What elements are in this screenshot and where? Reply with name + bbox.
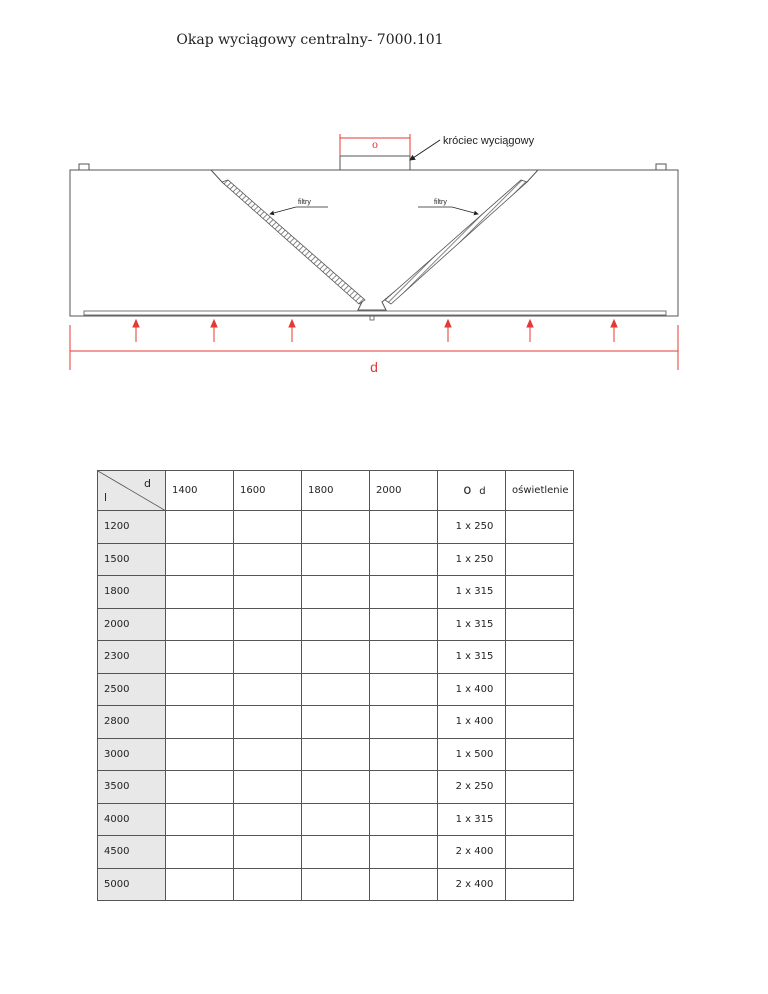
row-empty-cell — [370, 543, 438, 576]
filter-right-leader-diag — [452, 207, 478, 214]
row-empty-cell — [302, 641, 370, 674]
row-lighting-cell — [506, 738, 574, 771]
table-row — [98, 511, 574, 544]
row-lighting-cell — [506, 511, 574, 544]
row-length-cell: 1200 — [98, 511, 166, 544]
hood-tab-right — [656, 164, 666, 170]
row-empty-cell — [370, 738, 438, 771]
row-empty-cell — [302, 803, 370, 836]
row-empty-cell — [234, 836, 302, 869]
row-lighting-cell — [506, 706, 574, 739]
row-empty-cell — [234, 543, 302, 576]
row-length-cell: 5000 — [98, 868, 166, 901]
row-length-cell: 3500 — [98, 771, 166, 804]
row-length-cell: 1500 — [98, 543, 166, 576]
table-row — [98, 608, 574, 641]
row-empty-cell — [234, 738, 302, 771]
filter-chamber-outline — [211, 170, 538, 310]
row-empty-cell — [234, 868, 302, 901]
corner-label-d: d — [144, 477, 151, 490]
row-empty-cell — [166, 641, 234, 674]
row-outlet-cell: 2 x 400 — [438, 836, 506, 869]
row-lighting-cell — [506, 673, 574, 706]
row-empty-cell — [302, 738, 370, 771]
row-empty-cell — [370, 868, 438, 901]
table-header-row — [98, 471, 574, 511]
row-empty-cell — [166, 511, 234, 544]
row-empty-cell — [234, 608, 302, 641]
airflow-arrows — [133, 320, 617, 342]
row-empty-cell — [370, 803, 438, 836]
row-length-cell: 4000 — [98, 803, 166, 836]
row-outlet-cell: 1 x 400 — [438, 673, 506, 706]
row-lighting-cell — [506, 608, 574, 641]
airflow-arrow — [289, 320, 295, 342]
row-empty-cell — [234, 771, 302, 804]
row-empty-cell — [166, 738, 234, 771]
dimension-d-label: d — [370, 359, 378, 375]
row-empty-cell — [166, 803, 234, 836]
hood-bottom-rail — [84, 311, 666, 315]
row-length-cell: 1800 — [98, 576, 166, 609]
row-outlet-cell: 2 x 250 — [438, 771, 506, 804]
row-empty-cell — [302, 836, 370, 869]
row-empty-cell — [166, 543, 234, 576]
row-empty-cell — [234, 673, 302, 706]
filter-left-leader-diag — [270, 207, 296, 214]
header-o-label: o — [463, 483, 472, 498]
table-row — [98, 868, 574, 901]
row-length-cell: 2300 — [98, 641, 166, 674]
row-empty-cell — [370, 673, 438, 706]
airflow-arrow — [611, 320, 617, 342]
filter-left-label: filtry — [298, 199, 311, 206]
row-empty-cell — [370, 706, 438, 739]
row-empty-cell — [166, 608, 234, 641]
table-row — [98, 576, 574, 609]
table-row — [98, 803, 574, 836]
table-row — [98, 836, 574, 869]
header-d-1400: 1400 — [166, 471, 234, 511]
row-empty-cell — [370, 511, 438, 544]
row-outlet-cell: 1 x 400 — [438, 706, 506, 739]
row-outlet-cell: 1 x 315 — [438, 608, 506, 641]
row-empty-cell — [302, 576, 370, 609]
filter-right-label: filtry — [434, 199, 447, 206]
row-empty-cell — [370, 641, 438, 674]
row-empty-cell — [234, 706, 302, 739]
row-length-cell: 2500 — [98, 673, 166, 706]
row-empty-cell — [166, 673, 234, 706]
airflow-arrow — [211, 320, 217, 342]
header-d-1800: 1800 — [302, 471, 370, 511]
outlet-label: króciec wyciągowy — [443, 135, 535, 147]
row-lighting-cell — [506, 836, 574, 869]
row-length-cell: 4500 — [98, 836, 166, 869]
row-lighting-cell — [506, 868, 574, 901]
row-empty-cell — [302, 511, 370, 544]
row-lighting-cell — [506, 641, 574, 674]
hood-drawing — [0, 0, 768, 420]
row-outlet-cell: 1 x 315 — [438, 803, 506, 836]
dimension-o-label: o — [371, 140, 379, 151]
exhaust-outlet — [340, 156, 410, 170]
row-outlet-cell: 1 x 250 — [438, 511, 506, 544]
row-lighting-cell — [506, 771, 574, 804]
row-length-cell: 2800 — [98, 706, 166, 739]
dimension-table — [97, 470, 574, 901]
corner-diagonal — [98, 471, 166, 511]
row-outlet-cell: 1 x 250 — [438, 543, 506, 576]
row-empty-cell — [234, 576, 302, 609]
row-empty-cell — [166, 771, 234, 804]
table-row — [98, 641, 574, 674]
row-empty-cell — [234, 803, 302, 836]
row-lighting-cell — [506, 543, 574, 576]
table-row — [98, 738, 574, 771]
row-empty-cell — [370, 836, 438, 869]
row-empty-cell — [302, 608, 370, 641]
row-outlet-cell: 2 x 400 — [438, 868, 506, 901]
airflow-arrow — [445, 320, 451, 342]
row-empty-cell — [302, 706, 370, 739]
row-empty-cell — [234, 641, 302, 674]
header-lighting: oświetlenie — [506, 471, 574, 511]
filter-right — [385, 180, 527, 304]
corner-label-l: l — [104, 491, 108, 504]
row-empty-cell — [166, 868, 234, 901]
row-empty-cell — [234, 511, 302, 544]
row-outlet-cell: 1 x 500 — [438, 738, 506, 771]
row-length-cell: 3000 — [98, 738, 166, 771]
row-empty-cell — [302, 673, 370, 706]
row-empty-cell — [302, 771, 370, 804]
header-d-1600: 1600 — [234, 471, 302, 511]
hood-tab-left — [79, 164, 89, 170]
row-empty-cell — [166, 706, 234, 739]
row-outlet-cell: 1 x 315 — [438, 641, 506, 674]
drain-tap — [370, 316, 374, 320]
row-empty-cell — [166, 836, 234, 869]
row-empty-cell — [370, 771, 438, 804]
table-row — [98, 771, 574, 804]
table-corner-cell — [98, 471, 166, 511]
row-outlet-cell: 1 x 315 — [438, 576, 506, 609]
outlet-leader — [410, 140, 440, 160]
row-empty-cell — [302, 868, 370, 901]
row-empty-cell — [370, 608, 438, 641]
row-empty-cell — [370, 576, 438, 609]
airflow-arrow — [527, 320, 533, 342]
airflow-arrow — [133, 320, 139, 342]
document-title: Okap wyciągowy centralny- 7000.101 — [176, 32, 444, 48]
row-lighting-cell — [506, 576, 574, 609]
row-lighting-cell — [506, 803, 574, 836]
filter-left — [222, 180, 365, 304]
table-row — [98, 673, 574, 706]
row-length-cell: 2000 — [98, 608, 166, 641]
row-empty-cell — [166, 576, 234, 609]
header-d-2000: 2000 — [370, 471, 438, 511]
table-row — [98, 543, 574, 576]
header-od-d-label: d — [479, 486, 486, 497]
hood-body — [70, 170, 678, 316]
header-o-d — [438, 471, 506, 511]
table-row — [98, 706, 574, 739]
row-empty-cell — [302, 543, 370, 576]
